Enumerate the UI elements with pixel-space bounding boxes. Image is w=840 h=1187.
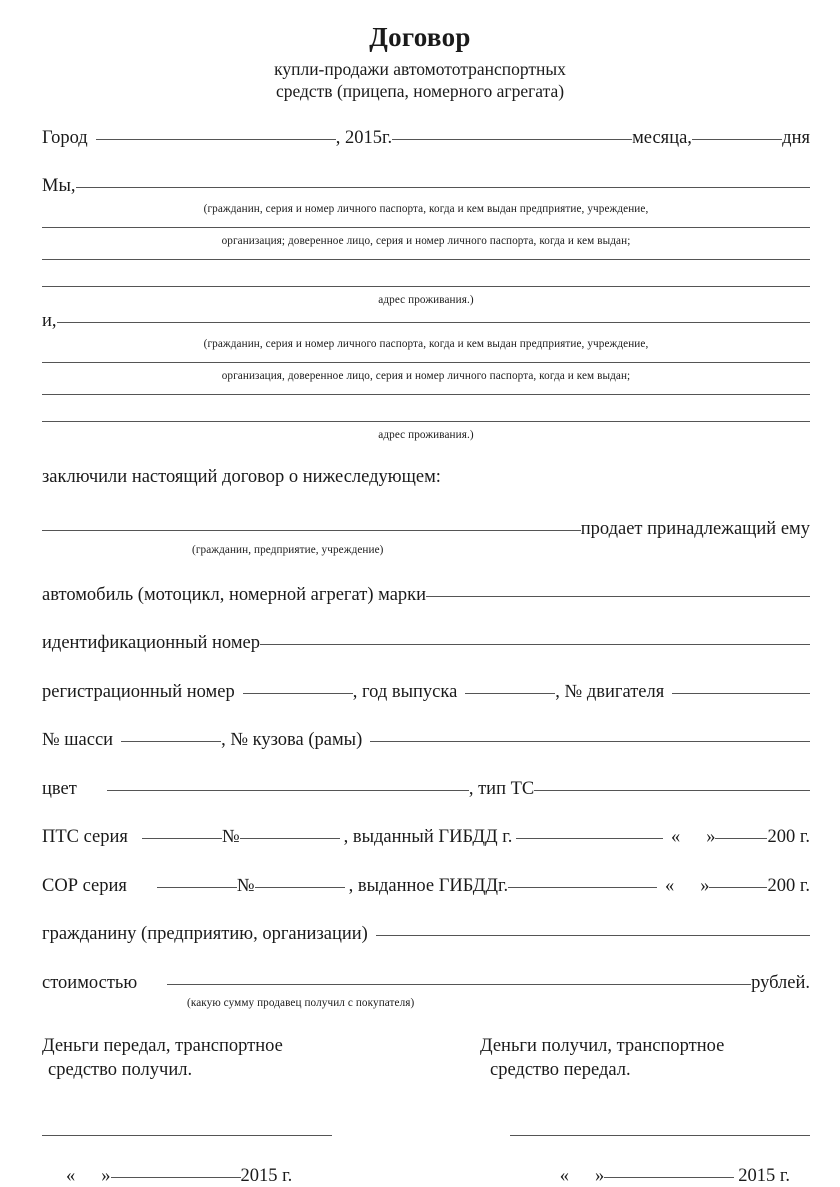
vehicle-chassis-row — [42, 731, 810, 750]
party-one-caption-2: организация; доверенное лицо, серия и номер личного паспорта, когда и кем выдан; — [221, 235, 631, 248]
party-two-caption-1: (гражданин, серия и номер личного паспорта, когда и кем выдан предприятие, учреждение, — [203, 337, 649, 350]
vehicle-make-row — [42, 586, 810, 605]
party-two-caption-2: организация, доверенное лицо, серия и номер личного паспорта, когда и кем выдан; — [221, 370, 631, 383]
party-two-caption-3: адрес проживания.) — [378, 429, 474, 442]
vehicle-year-label: , год выпуска — [352, 681, 458, 702]
buyer-label: гражданину (предприятию, организации) — [42, 924, 368, 945]
price-currency: рублей. — [751, 972, 810, 993]
buyer-date-input[interactable] — [604, 1177, 734, 1178]
price-row — [42, 974, 810, 993]
buyer-date-quote-open: « — [559, 1165, 569, 1186]
party-two-lead: и, — [42, 311, 57, 332]
party-two-input-1[interactable] — [57, 322, 810, 323]
sor-date-input[interactable] — [709, 887, 767, 888]
vehicle-body-label: , № кузова (рамы) — [221, 730, 363, 751]
document-body — [0, 129, 840, 1010]
pts-quote-close: » — [706, 827, 716, 848]
signature-statements — [0, 1035, 840, 1082]
price-input[interactable] — [167, 984, 751, 985]
pts-quote-open: « — [670, 827, 681, 848]
sor-number-input[interactable] — [255, 887, 345, 888]
buyer-statement-line-1: Деньги получил, транспортное — [480, 1036, 725, 1057]
vehicle-vin-label: идентификационный номер — [42, 633, 260, 654]
party-one-caption-1: (гражданин, серия и номер личного паспорта, когда и кем выдан предприятие, учреждение, — [203, 202, 649, 215]
day-input[interactable] — [692, 139, 782, 140]
seller-statement-line-1: Деньги передал, транспортное — [42, 1036, 283, 1057]
pts-label: ПТС серия — [42, 827, 128, 848]
year-label: , 2015г. — [335, 127, 393, 148]
pts-issuer-input[interactable] — [516, 838, 663, 839]
pts-row — [42, 828, 810, 847]
seller-date — [42, 1166, 292, 1187]
vehicle-chassis-label: № шасси — [42, 730, 114, 751]
vehicle-body-input[interactable] — [370, 741, 810, 742]
price-caption: (какую сумму продавец получил с покупателя) — [187, 997, 415, 1010]
vehicle-color-input-ext[interactable] — [347, 790, 469, 791]
document-subtitle — [0, 58, 840, 103]
vehicle-vin-row — [42, 634, 810, 653]
subtitle-line-2: средств (прицепа, номерного агрегата) — [275, 81, 565, 102]
seller-statement-line-2: средство получил. — [48, 1060, 193, 1081]
vehicle-type-label: , тип ТС — [468, 778, 535, 799]
signature-statement-seller — [42, 1035, 372, 1082]
party-one-lead: Мы, — [42, 176, 76, 197]
city-label: Город — [42, 127, 88, 148]
party-one-caption-3: адрес проживания.) — [378, 294, 474, 307]
price-label: стоимостью — [42, 972, 138, 993]
seller-input[interactable] — [42, 530, 581, 531]
sor-year-suffix: 200 г. — [767, 875, 810, 896]
vehicle-registration-row — [42, 683, 810, 702]
buyer-input[interactable] — [376, 935, 810, 936]
subtitle-line-1: купли-продажи автомототранспортных — [274, 59, 566, 80]
pts-number-input[interactable] — [240, 838, 340, 839]
buyer-date — [560, 1166, 810, 1187]
party-two-lead-row — [42, 312, 810, 331]
pts-issued-label: , выданный ГИБДД г. — [343, 827, 513, 848]
page-title: Договор — [369, 22, 471, 52]
vehicle-make-input[interactable] — [426, 596, 810, 597]
pts-series-input[interactable] — [142, 838, 222, 839]
vehicle-engine-input[interactable] — [672, 693, 810, 694]
month-label: месяца, — [632, 127, 692, 148]
seller-date-quote-close: » — [101, 1165, 111, 1186]
sor-issued-label: , выданное ГИБДДг. — [348, 875, 509, 896]
sor-label: СОР серия — [42, 875, 127, 896]
seller-date-year: 2015 г. — [240, 1165, 293, 1186]
sor-row — [42, 877, 810, 896]
agreement-intro: заключили настоящий договор о нижеследующем: — [42, 466, 441, 487]
vehicle-type-input[interactable] — [534, 790, 810, 791]
party-one-lead-row — [42, 177, 810, 196]
vehicle-color-label: цвет — [42, 778, 77, 799]
sor-series-input[interactable] — [157, 887, 237, 888]
seller-row — [42, 520, 810, 539]
seller-caption: (гражданин, предприятие, учреждение) — [192, 543, 384, 556]
city-input[interactable] — [96, 139, 336, 140]
buyer-date-quote-close: » — [594, 1165, 605, 1186]
pts-date-input[interactable] — [715, 838, 767, 839]
pts-year-suffix: 200 г. — [767, 827, 810, 848]
month-input[interactable] — [392, 139, 632, 140]
seller-date-quote-open: « — [66, 1165, 76, 1186]
buyer-statement-line-2: средство передал. — [490, 1060, 631, 1081]
sor-quote-open: « — [664, 875, 675, 896]
party-one-input-1[interactable] — [76, 187, 810, 188]
vehicle-engine-label: , № двигателя — [555, 681, 665, 702]
vehicle-reg-label: регистрационный номер — [42, 681, 235, 702]
seller-tail-label: продает принадлежащий ему — [580, 519, 810, 540]
vehicle-year-input[interactable] — [465, 693, 555, 694]
vehicle-chassis-input[interactable] — [121, 741, 221, 742]
buyer-date-year: 2015 г. — [738, 1165, 790, 1186]
buyer-row — [42, 925, 810, 944]
vehicle-color-row — [42, 780, 810, 799]
buyer-signature-input[interactable] — [510, 1135, 810, 1136]
sor-quote-close: » — [700, 875, 710, 896]
sor-issuer-input[interactable] — [508, 887, 657, 888]
sor-number-sign: № — [236, 875, 255, 896]
signature-statement-buyer — [480, 1035, 810, 1082]
seller-signature-input[interactable] — [42, 1135, 332, 1136]
day-label: дня — [782, 127, 810, 148]
title-block — [0, 0, 840, 103]
place-date-row — [42, 129, 810, 148]
party-two-block — [42, 312, 810, 441]
vehicle-reg-input[interactable] — [243, 693, 353, 694]
vehicle-make-label: автомобиль (мотоцикл, номерной агрегат) марки — [42, 584, 427, 605]
vehicle-vin-input[interactable] — [260, 644, 810, 645]
signature-dates — [0, 1166, 840, 1187]
agreement-intro-row — [42, 468, 810, 487]
party-one-block — [42, 177, 810, 306]
pts-number-sign: № — [221, 827, 240, 848]
vehicle-color-input[interactable] — [107, 790, 347, 791]
seller-date-input[interactable] — [111, 1177, 241, 1178]
